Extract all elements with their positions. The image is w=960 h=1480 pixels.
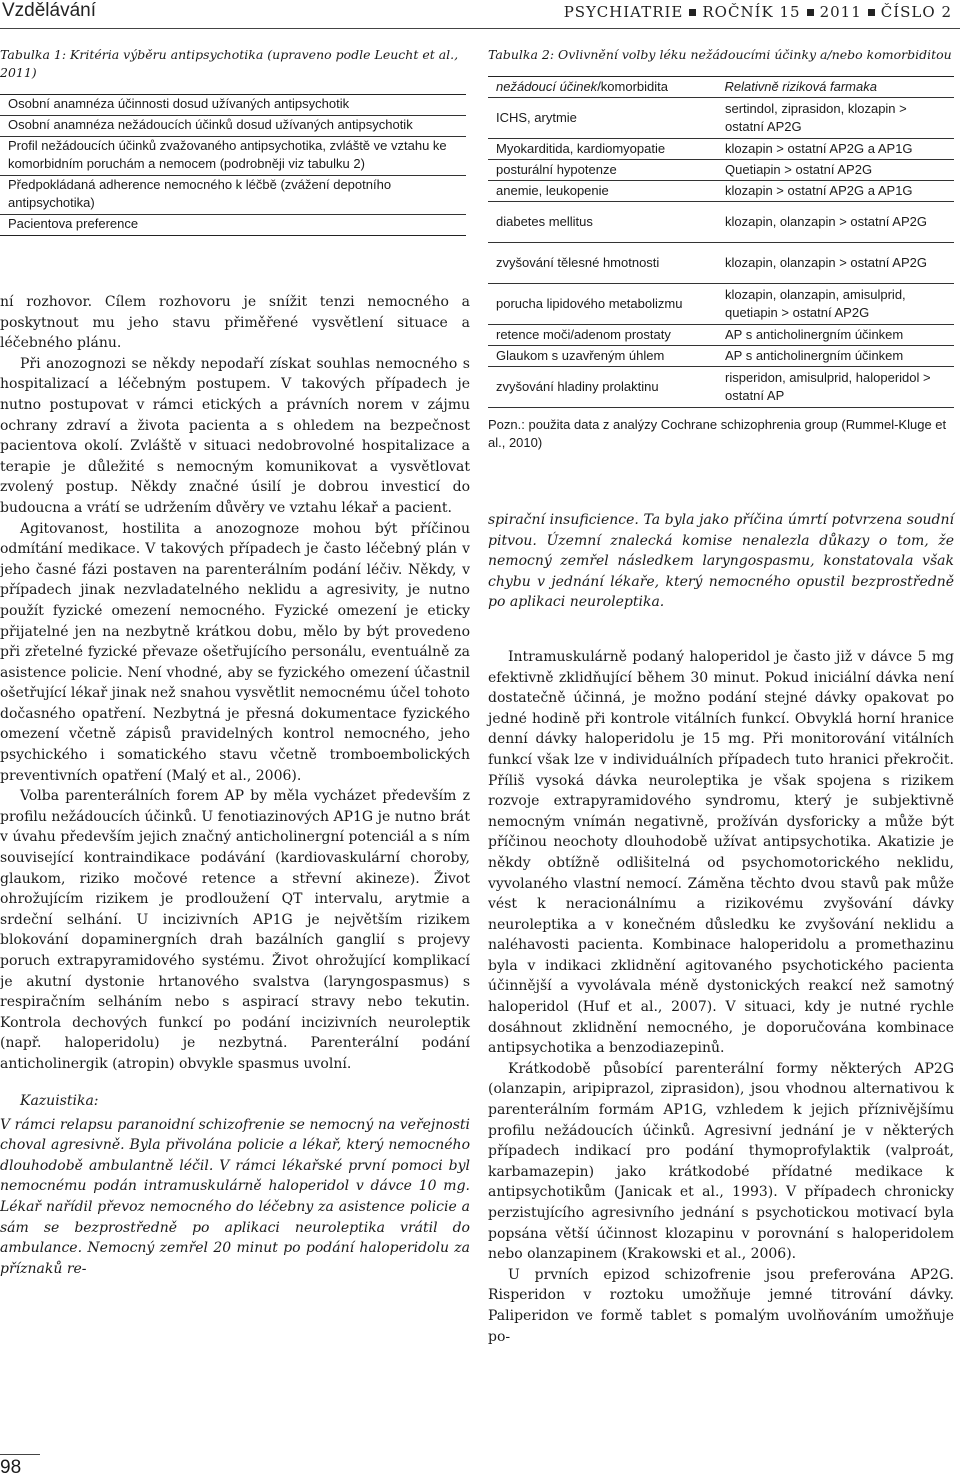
table-cell: Glaukom s uzavřeným úhlem: [488, 346, 717, 367]
table2-header-col2: Relativně riziková farmaka: [717, 77, 955, 98]
left-column: [0, 46, 470, 1279]
separator-square-icon: [689, 9, 696, 16]
paragraph: Intramuskulárně podaný haloperidol je často již v dávce 5 mg efektivně zklidňující během 30 minut. Pokud iniciální dávka není dostatečně účinná, je možno podání stejné dávky opakovat po jedné hodině při kontrole vitálních funkcí. Obvyklá horní hranice denní dávky haloperidolu je 15 mg. Při monitorování vitálních funkcí však lze v individuálních případech tuto hranici překročit. Příliš vysoká dávka neuroleptika je však spojena s rizikem rozvoje extrapyramidového syndromu, který je subjektivně nemocným vnímán negativně, prožíván dysforicky a může být příčinou neochoty dlouhodobě užívat antipsychotika. Akatizie je někdy obtížně odlišitelná od psychomotorického neklidu, vyvolaného vlastní nemocí. Záměna těchto dvou stavů pak může vést k neracionálnímu a rizikovému zvyšování dávky neuroleptika a v konečném důsledku ke zvyšování neklidu a naléhavosti pacienta. Kombinace haloperidolu a promethazinu byla v indikaci zklidnění agitovaného psychotického pacienta účinnější a vyvolávala méně dystonických reakcí než samotný haloperidol (Huf et al., 2007). V situaci, kdy je nutné rychle dosáhnout zklidnění nemocného, je doporučována kombinace antipsychotika a benzodiazepinů.: [488, 648, 954, 1057]
table-cell: klozapin, olanzapin, amisulprid, quetiapin > ostatní AP2G: [717, 284, 955, 325]
table-cell: AP s anticholinergním účinkem: [717, 346, 955, 367]
table-cell: risperidon, amisulprid, haloperidol > ostatní AP: [717, 367, 955, 408]
separator-square-icon: [868, 9, 875, 16]
table-row: [488, 284, 954, 325]
right-column: [488, 46, 954, 1347]
section-title: Vzdělávání: [2, 0, 97, 21]
table-row: [488, 181, 954, 202]
table-cell: diabetes mellitus: [488, 202, 717, 243]
table-cell: retence moči/adenom prostaty: [488, 325, 717, 346]
table-cell: klozapin, olanzapin > ostatní AP2G: [717, 243, 955, 284]
table1-row: Předpokládaná adherence nemocného k léčbě (zvážení depotního antipsychotika): [0, 176, 466, 215]
table2-caption: Tabulka 2: Ovlivnění volby léku nežádoucími účinky a/nebo komorbiditou: [488, 47, 952, 62]
table1-row: Pacientova preference: [8, 216, 139, 231]
table-cell: sertindol, ziprasidon, klozapin > ostatní AP2G: [717, 98, 955, 139]
paragraph: ní rozhovor. Cílem rozhovoru je snížit tenzi nemocného a poskytnout mu jeho stavu přiměřené vysvětlení situace a léčebného plánu.: [0, 294, 470, 352]
table-cell: anemie, leukopenie: [488, 181, 717, 202]
table2-note: Pozn.: použita data z analýzy Cochrane schizophrenia group (Rummel-Kluge et al., 2010): [488, 417, 947, 450]
table1-row: Osobní anamnéza účinnosti dosud užívaných antipsychotik: [0, 95, 466, 116]
table-row: [488, 202, 954, 243]
paragraph: Při anozognozi se někdy nepodaří získat souhlas nemocného s hospitalizací a léčebným postupem. V takových případech je nutno postupovat v rámci etických a právních norem v zájmu ochrany zdraví a života pacienta a s ohledem na bezpečnost pacientova okolí. Zvláště v situaci nedobrovolné hospitalizace a terapie je důležité s nemocným komunikovat a vysvětlovat zvolený postup. Někdy značné úsilí je dobrou investicí do budoucna a vrátí se udržením důvěry ve vztahu lékař a pacient.: [0, 355, 470, 516]
table-cell: klozapin > ostatní AP2G a AP1G: [717, 139, 955, 160]
volume: ROČNÍK 15: [702, 3, 801, 21]
table-cell: zvyšování hladiny prolaktinu: [488, 367, 717, 408]
table-cell: AP s anticholinergním účinkem: [717, 325, 955, 346]
table-cell: klozapin > ostatní AP2G a AP1G: [717, 181, 955, 202]
table2: [488, 76, 954, 408]
table-cell: Quetiapin > ostatní AP2G: [717, 160, 955, 181]
table-row: [488, 243, 954, 284]
table1-row: Osobní anamnéza nežádoucích účinků dosud užívaných antipsychotik: [0, 116, 466, 137]
table1-caption: Tabulka 1: Kritéria výběru antipsychotika (upraveno podle Leucht et al., 2011): [0, 47, 459, 80]
separator-square-icon: [807, 9, 814, 16]
table-cell: posturální hypotenze: [488, 160, 717, 181]
page-header: [0, 0, 960, 29]
table2-header-row: [488, 77, 954, 98]
paragraph: Krátkodobě působící parenterální formy některých AP2G (olanzapin, aripiprazol, ziprasidon), jsou vhodnou alternativou k parenterálním formám AP1G, vzhledem k jejich příznivějšímu profilu nežádoucích účinků. Agresivní jednání je v některých případech indikací pro podání thymoprofylaktik (valproát, karbamazepin) jako krátkodobé přídatné medikace k antipsychotikům (Janicak et al., 1993). V případech chronicky perzistujícího agresivního jednání s psychotickou motivací byla popsána větší účinnost klozapinu v porovnání s haloperidolem nebo olanzapinem (Krakowski et al., 2006).: [488, 1060, 954, 1263]
table2-header-col1: nežádoucí účinek/komorbidita: [488, 77, 717, 98]
table1-row: Profil nežádoucích účinků zvažovaného antipsychotika, zvláště ve vztahu ke komorbidním poruchám a nemocem (podrobněji viz tabulku 2): [0, 137, 466, 176]
paragraph: Agitovanost, hostilita a anozognoze mohou být příčinou odmítání medikace. V takových případech je často léčebný plán v jeho časné fázi postaven na parenterálním podání léčiv. Někdy, v případech jinak nezvladatelného neklidu a agresivity, je nutno použít fyzické omezení nemocného. Fyzické omezení je eticky přijatelné jen na nezbytně krátkou dobu, mělo by být provedeno při zřetelné fyzické převaze ošetřujícího personálu, eventuálně za asistence policie. Není vhodné, aby se fyzického omezení účastnil ošetřující lékař jinak než snahou vysvětlit nemocnému účel tohoto dočasného opatření. Nezbytná je přesná dokumentace fyzického omezení včetně zápisů pravidelných kontrol nemocného, jeho psychického i somatického stavu včetně tromboembolických preventivních opatření (Malý et al., 2006).: [0, 520, 470, 784]
case-study-text: V rámci relapsu paranoidní schizofrenie se nemocný na veřejnosti choval agresivně. Byla přivolána policie a lékař, který nemocného dlouhodobě ambulantně léčil. V rámci lékařské první pomoci byl nemocnému podán intramuskulárně haloperidol v dávce 10 mg. Lékař nařídil převoz nemocného do léčebny za asistence policie a sám se bezprostředně po aplikaci neuroleptika vrátil do ambulance. Nemocný zemřel 20 minut po podání haloperidolu za příznaků re-: [0, 1116, 470, 1277]
table1: [0, 94, 466, 236]
paragraph: Volba parenterálních forem AP by měla vycházet především z profilu nežádoucích účinků. U fenotiazinových AP1G je nutno brát v úvahu především jejich značný anticholinergní potenciál a s ním související kontraindikace podávání (kardiovaskulární choroby, glaukom, riziko močové retence a střevní akineze). Život ohrožujícím rizikem je prodloužení QT intervalu, arytmie a srdeční selhání. U incizivních AP1G je největším rizikem blokování dopaminergních drah bazálních ganglií s projevy poruch extrapyramidového systému. Život ohrožující komplikací je akutní dystonie hrtanového svalstva (laryngospasmus) s respiračním selháním nebo s aspirací stravy nebo tekutin. Kontrola dechových funkcí po podání incizivních neuroleptik (např. haloperidolu) je nezbytná. Parenterální podání anticholinergik (atropin) obvykle spasmus uvolní.: [0, 788, 470, 1072]
table-row: [488, 367, 954, 408]
case-study-title: Kazuistika:: [20, 1092, 99, 1109]
table-cell: Myokarditida, kardiomyopatie: [488, 139, 717, 160]
table-cell: zvyšování tělesné hmotnosti: [488, 243, 717, 284]
journal-info: [564, 3, 952, 21]
case-study: [0, 1093, 470, 1280]
table-cell: klozapin, olanzapin > ostatní AP2G: [717, 202, 955, 243]
paragraph: U prvních epizod schizofrenie jsou preferována AP2G. Risperidon v roztoku umožňuje jemné titrování dávky. Paliperidon ve formě tablet s pomalým uvolňováním umožňuje po-: [488, 1266, 954, 1345]
table-row: [488, 98, 954, 139]
table-row: [488, 346, 954, 367]
table-row: [488, 160, 954, 181]
case-study-continued: [488, 510, 954, 613]
issue: ČÍSLO 2: [880, 3, 952, 21]
page-number: 98: [0, 1454, 40, 1479]
case-study-text: spirační insuficience. Ta byla jako příčina úmrtí potvrzena soudní pitvou. Územní znalecká komise nenalezla důkazy o tom, že nemocný zemřel následkem laryngospasmu, konstatovala však chybu v jednání lékaře, který nemocného opustil bezprostředně po aplikaci neuroleptika.: [488, 512, 954, 611]
table-row: [488, 325, 954, 346]
year: 2011: [819, 3, 862, 21]
left-body-text: [0, 292, 470, 1075]
table-cell: porucha lipidového metabolizmu: [488, 284, 717, 325]
journal-name: PSYCHIATRIE: [563, 3, 684, 21]
table-row: [488, 139, 954, 160]
table-cell: ICHS, arytmie: [488, 98, 717, 139]
right-body-text: [488, 647, 954, 1347]
